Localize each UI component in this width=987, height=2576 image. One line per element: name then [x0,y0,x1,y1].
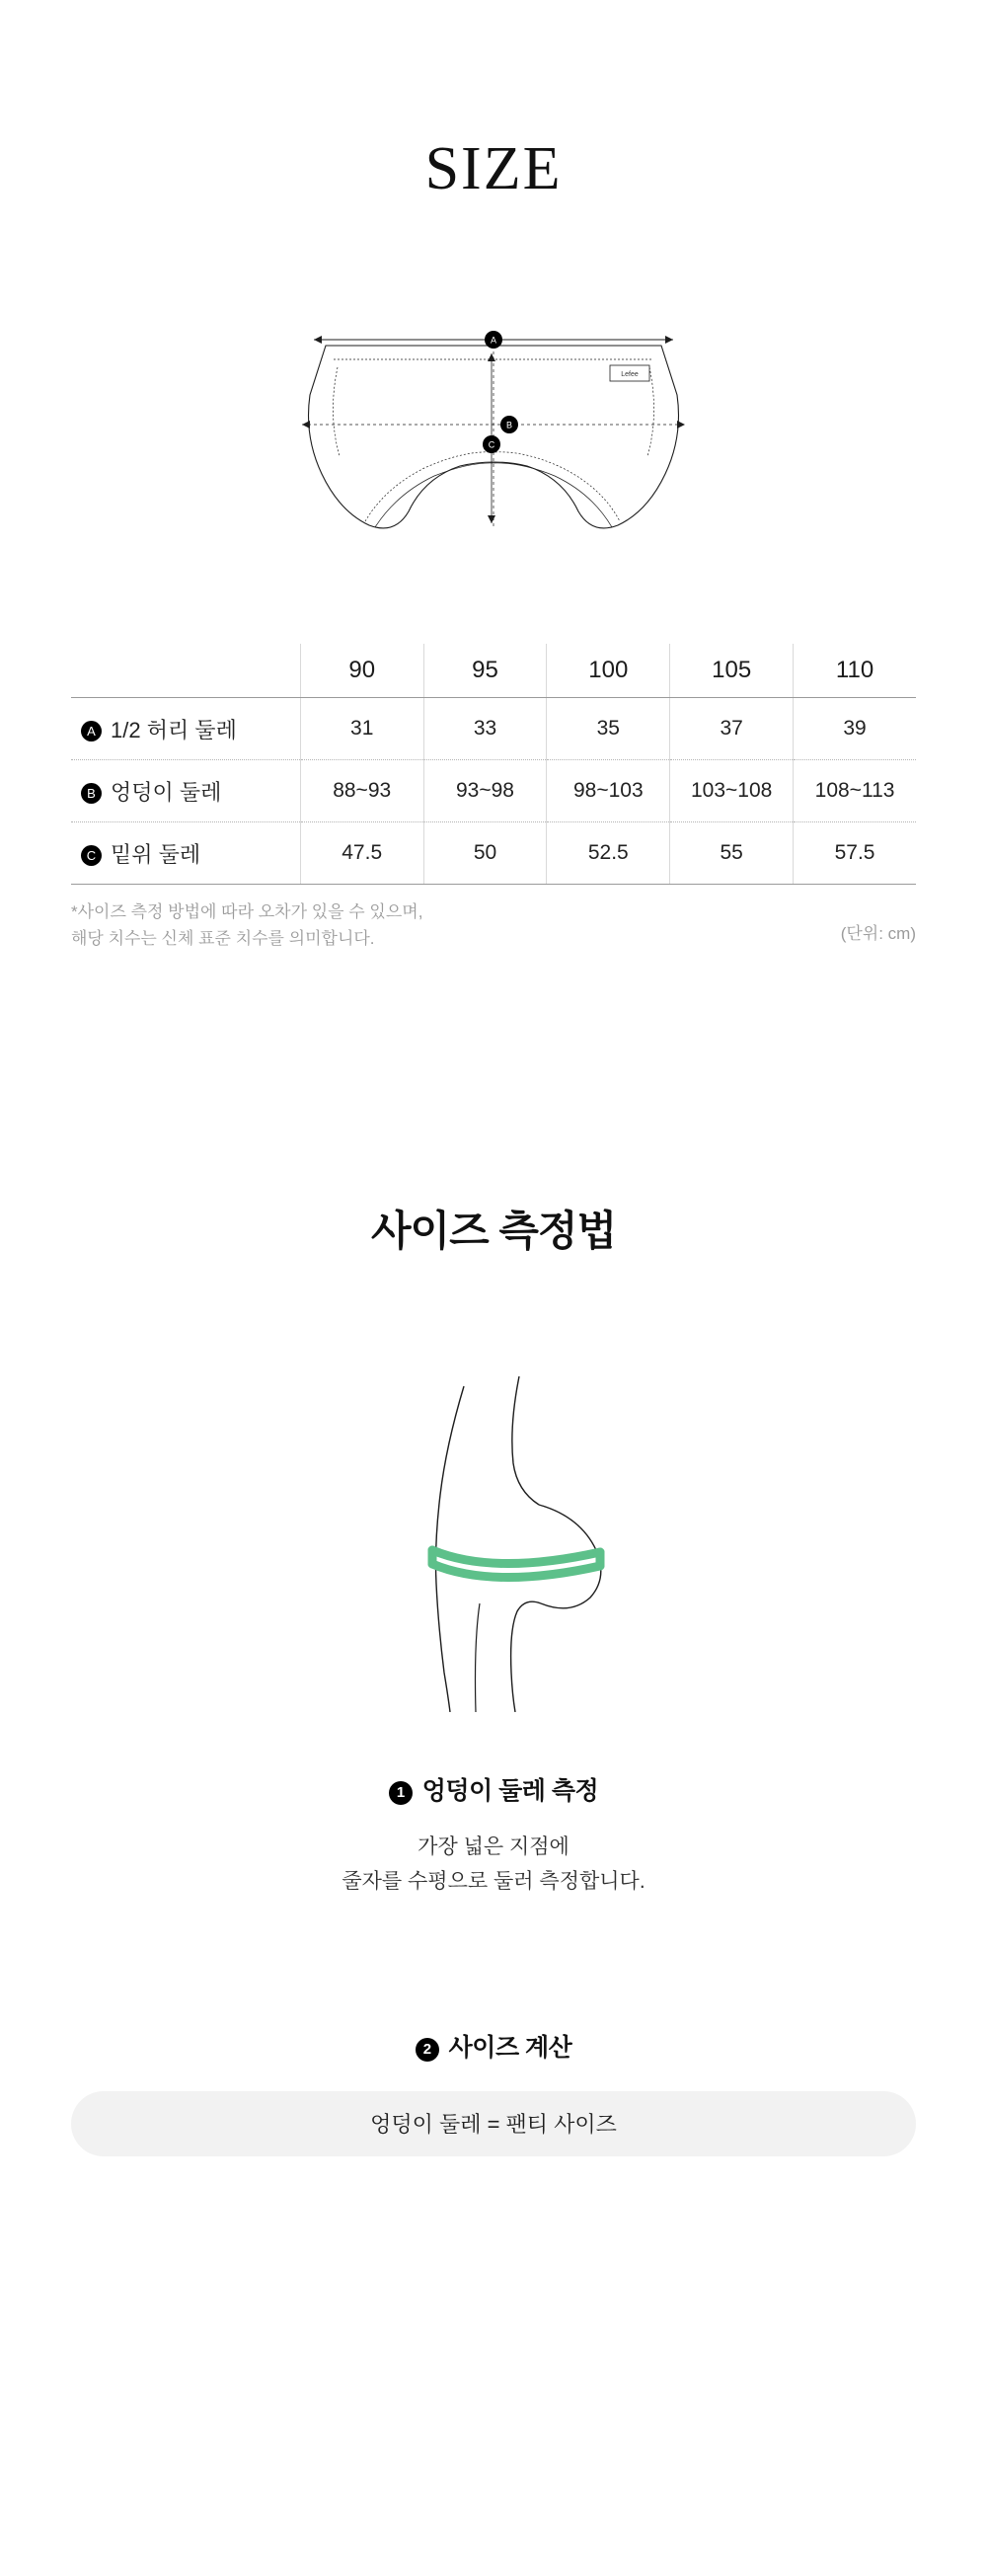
product-diagram [0,318,987,575]
step-2-heading-text: 사이즈 계산 [448,2033,572,2062]
cell-waist-110: 39 [794,698,916,760]
table-notes [71,898,916,952]
row-label-rise-text: 밑위 둘레 [111,841,201,867]
hip-measure-illustration [0,1357,987,1712]
cell-rise-100: 52.5 [547,822,670,885]
marker-b-badge: B [81,783,102,804]
cell-rise-90: 47.5 [300,822,423,885]
table-col-95: 95 [423,644,547,698]
cell-waist-100: 35 [547,698,670,760]
cell-hip-90: 88~93 [300,760,423,822]
body-outline-drawing [316,1357,671,1712]
step-1 [0,1771,987,1899]
step-2-badge: 2 [416,2038,439,2062]
table-unit-note: (단위: cm) [840,924,916,943]
marker-a-badge: A [81,721,102,742]
table-col-105: 105 [670,644,794,698]
cell-hip-95: 93~98 [423,760,547,822]
row-label-hip [71,760,300,822]
marker-c-badge: C [81,845,102,866]
size-formula-box: 엉덩이 둘레 = 팬티 사이즈 [71,2091,916,2156]
table-corner-cell [71,644,300,698]
cell-waist-105: 37 [670,698,794,760]
row-label-hip-text: 엉덩이 둘레 [111,779,222,805]
cell-rise-105: 55 [670,822,794,885]
bottom-spacer [0,2156,987,2314]
step-1-heading [0,1771,987,1807]
marker-c-label: C [488,439,495,450]
table-col-90: 90 [300,644,423,698]
cell-rise-110: 57.5 [794,822,916,885]
step-1-heading-text: 엉덩이 둘레 측정 [421,1777,599,1806]
marker-b-label: B [505,420,513,430]
step-1-desc-line1: 가장 넓은 지점에 [418,1835,569,1859]
marker-a-label: A [490,335,497,346]
row-label-waist [71,698,300,760]
row-label-waist-text: 1/2 허리 둘레 [111,717,237,742]
cell-waist-90: 31 [300,698,423,760]
table-col-110: 110 [794,644,916,698]
step-1-description [0,1831,987,1899]
cell-hip-100: 98~103 [547,760,670,822]
brand-tag-text: Lefee [621,371,639,378]
table-row [71,698,916,760]
table-header-row [71,644,916,698]
cell-waist-95: 33 [423,698,547,760]
row-label-rise [71,822,300,885]
table-col-100: 100 [547,644,670,698]
step-2 [0,2028,987,2156]
table-row [71,822,916,885]
measure-section-title: 사이즈 측정법 [370,1208,617,1255]
step-1-badge: 1 [389,1781,413,1805]
size-table [71,644,916,885]
table-note-line2: 해당 치수는 신체 표준 치수를 의미합니다. [71,929,375,949]
cell-hip-105: 103~108 [670,760,794,822]
table-note-text [71,898,422,952]
panty-technical-drawing [266,318,721,575]
cell-hip-110: 108~113 [794,760,916,822]
page-title: SIZE [424,135,563,202]
table-row [71,760,916,822]
size-table-wrap [71,644,916,885]
step-2-heading [0,2028,987,2064]
step-1-desc-line2: 줄자를 수평으로 둘러 측정합니다. [342,1870,645,1894]
cell-rise-95: 50 [423,822,547,885]
table-note-line1: *사이즈 측정 방법에 따라 오차가 있을 수 있으며, [71,902,423,921]
